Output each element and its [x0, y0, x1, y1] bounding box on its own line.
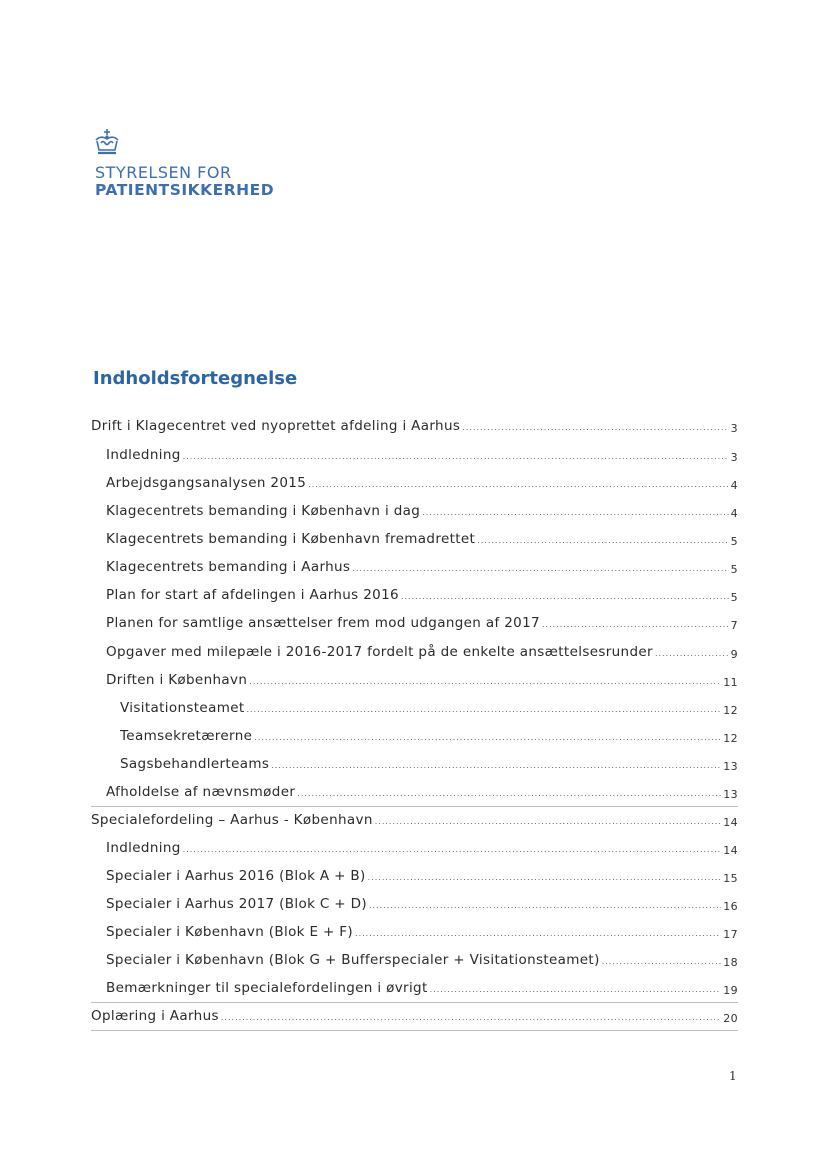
toc-entry-text: Sagsbehandlerteams — [120, 756, 270, 772]
toc-entry-text: Specialer i København (Blok E + F) — [106, 924, 354, 940]
toc-entry[interactable] — [120, 728, 738, 744]
toc-leader — [422, 508, 728, 517]
toc-entry-text: Afholdelse af nævnsmøder — [106, 784, 296, 800]
toc-entry[interactable] — [106, 896, 738, 912]
toc-entry-page: 13 — [723, 760, 738, 773]
toc-entry-text: Klagecentrets bemanding i Aarhus — [106, 559, 351, 575]
crown-icon — [92, 128, 122, 158]
toc-entry-text: Specialer i Aarhus 2017 (Blok C + D) — [106, 896, 367, 912]
toc-entry-page: 16 — [723, 900, 738, 913]
toc-entry-page: 14 — [723, 844, 738, 857]
toc-entry-page: 20 — [723, 1012, 738, 1025]
toc-entry-text: Bemærkninger til specialefordelingen i øvrigt — [106, 980, 428, 996]
toc-leader — [249, 677, 721, 686]
toc-entry-text: Specialer i Aarhus 2016 (Blok A + B) — [106, 868, 366, 884]
toc-leader — [655, 649, 729, 658]
toc-entry-text: Opgaver med milepæle i 2016-2017 fordelt på de enkelte ansættelsesrunder — [106, 644, 653, 660]
toc-entry-page: 12 — [723, 704, 738, 717]
logo-text-line2: PATIENTSIKKERHED — [95, 181, 275, 199]
toc-entry-page: 15 — [723, 872, 738, 885]
toc-entry-text: Oplæring i Aarhus — [91, 1008, 219, 1024]
toc-entry-page: 4 — [730, 507, 738, 520]
toc-entry-page: 4 — [730, 479, 738, 492]
toc-leader — [369, 901, 721, 910]
toc-entry[interactable] — [106, 587, 738, 603]
toc-entry-page: 5 — [730, 591, 738, 604]
toc-entry-text: Visitationsteamet — [120, 700, 245, 716]
toc-entry[interactable] — [106, 503, 738, 519]
toc-entry[interactable] — [106, 644, 738, 660]
toc-entry-page: 9 — [730, 648, 738, 661]
toc-leader — [477, 536, 728, 545]
toc-entry-page: 13 — [723, 788, 738, 801]
toc-entry-page: 17 — [723, 928, 738, 941]
toc-leader — [368, 873, 722, 882]
toc-entry[interactable] — [120, 756, 738, 772]
toc-entry[interactable] — [106, 840, 738, 856]
toc-divider — [91, 1002, 738, 1003]
toc-leader — [375, 817, 722, 826]
page-number: 1 — [729, 1069, 737, 1083]
toc-entry-text: Drift i Klagecentret ved nyoprettet afdeling i Aarhus — [91, 418, 461, 434]
toc-leader — [183, 845, 722, 854]
toc-entry-page: 5 — [730, 535, 738, 548]
toc-entry-page: 14 — [723, 816, 738, 829]
toc-divider — [91, 806, 738, 807]
toc-entry-text: Indledning — [106, 447, 181, 463]
toc-leader — [355, 929, 721, 938]
toc-entry-text: Planen for samtlige ansættelser frem mod udgangen af 2017 — [106, 615, 540, 631]
toc-entry[interactable] — [91, 418, 738, 434]
toc-entry-page: 5 — [730, 563, 738, 576]
toc-entry[interactable] — [91, 1008, 738, 1024]
toc-entry[interactable] — [106, 615, 738, 631]
toc-entry[interactable] — [106, 672, 738, 688]
toc-entry-page: 19 — [723, 984, 738, 997]
toc-divider — [91, 1030, 738, 1031]
toc-leader — [308, 480, 728, 489]
toc-entry-text: Indledning — [106, 840, 181, 856]
toc-entry[interactable] — [106, 559, 738, 575]
toc-leader — [247, 705, 722, 714]
logo-text-line1: STYRELSEN FOR — [95, 163, 232, 182]
toc-entry-text: Specialefordeling – Aarhus - København — [91, 812, 373, 828]
toc-entry-text: Klagecentrets bemanding i København fremadrettet — [106, 531, 476, 547]
toc-entry[interactable] — [120, 700, 738, 716]
toc-entry[interactable] — [106, 531, 738, 547]
toc-leader — [602, 957, 722, 966]
toc-leader — [271, 761, 721, 770]
toc-entry-page: 7 — [730, 619, 738, 632]
toc-leader — [183, 452, 729, 461]
toc-leader — [297, 789, 721, 798]
toc-entry[interactable] — [91, 812, 738, 828]
toc-title: Indholdsfortegnelse — [93, 368, 298, 389]
toc-entry-page: 11 — [723, 676, 738, 689]
toc-leader — [430, 985, 722, 994]
toc-entry[interactable] — [106, 924, 738, 940]
toc-entry-page: 18 — [723, 956, 738, 969]
toc-entry-text: Driften i København — [106, 672, 248, 688]
toc-entry-text: Klagecentrets bemanding i København i dag — [106, 503, 421, 519]
toc-entry[interactable] — [106, 447, 738, 463]
toc-entry[interactable] — [106, 952, 738, 968]
toc-entry-page: 12 — [723, 732, 738, 745]
toc-leader — [254, 733, 721, 742]
toc-entry-page: 3 — [730, 422, 738, 435]
toc-entry[interactable] — [106, 868, 738, 884]
toc-entry[interactable] — [106, 784, 738, 800]
toc-entry-text: Plan for start af afdelingen i Aarhus 2016 — [106, 587, 399, 603]
toc-leader — [542, 620, 729, 629]
toc-entry-page: 3 — [730, 451, 738, 464]
toc-entry-text: Teamsekretærerne — [120, 728, 253, 744]
toc-leader — [221, 1013, 721, 1022]
toc-leader — [462, 423, 728, 432]
toc-leader — [352, 564, 728, 573]
toc-entry-text: Specialer i København (Blok G + Bufferspecialer + Visitationsteamet) — [106, 952, 600, 968]
toc-leader — [401, 592, 729, 601]
toc-entry[interactable] — [106, 980, 738, 996]
toc-entry[interactable] — [106, 475, 738, 491]
toc-entry-text: Arbejdsgangsanalysen 2015 — [106, 475, 307, 491]
